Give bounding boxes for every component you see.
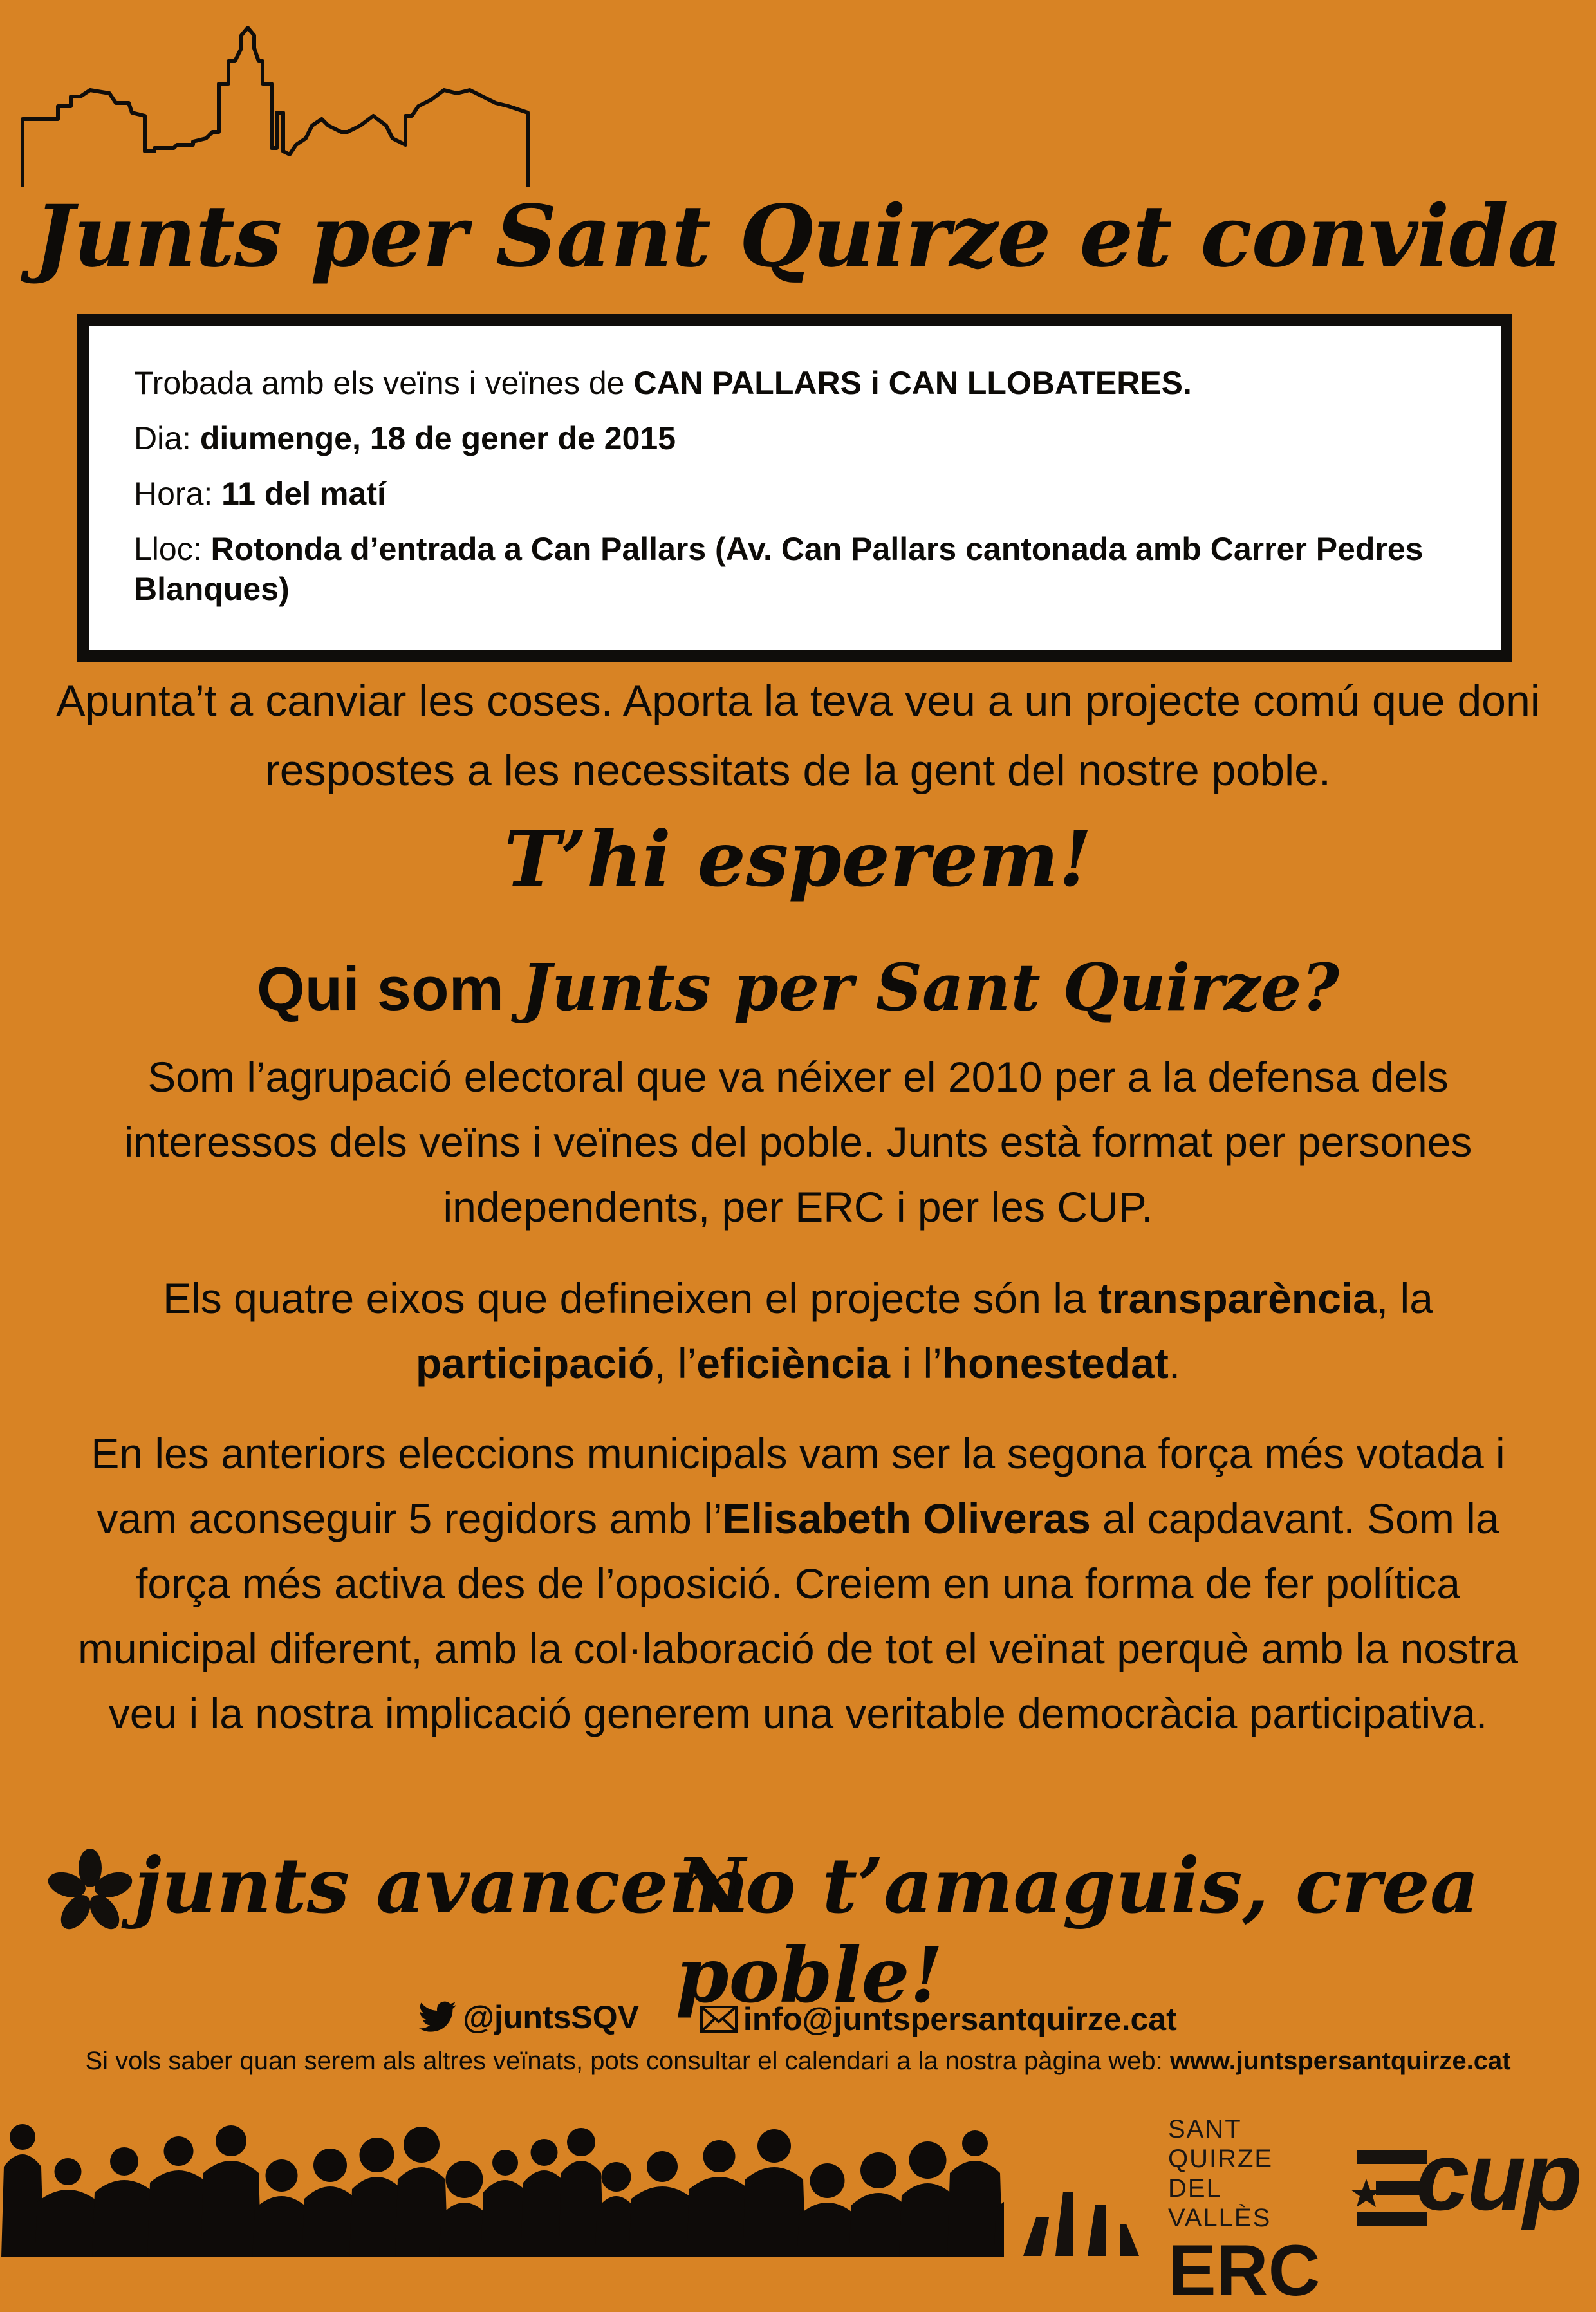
p2-text-a: Els quatre eixos que defineixen el projecte són la	[163, 1274, 1098, 1322]
envelope-icon	[700, 2005, 738, 2033]
event-time	[134, 474, 1456, 514]
website-link[interactable]: www.juntspersantquirze.cat	[1169, 2047, 1511, 2075]
event-place	[134, 529, 1456, 609]
event-time-value: 11 del matí	[221, 476, 386, 512]
event-audience-neighbourhoods: CAN PALLARS i CAN LLOBATERES.	[633, 365, 1192, 401]
event-day-value: diumenge, 18 de gener de 2015	[200, 420, 676, 456]
event-day	[134, 418, 1456, 458]
flower-logo-icon	[45, 1847, 135, 1937]
p3-text-c: al capdavant. Som la força més activa des de l’oposició. Creiem en una forma de fer política municipal diferent, amb la col·laboració de tot el veïnat perquè amb la nostra veu i la nostra implicació generem una veritable democràcia participativa.	[78, 1495, 1518, 1737]
erc-town-line-1: SANT QUIRZE	[1168, 2115, 1274, 2173]
footer-note	[0, 2047, 1596, 2076]
cup-name: cup	[1416, 2122, 1580, 2230]
who-title-plain: Qui som	[256, 955, 521, 1023]
event-time-label: Hora:	[134, 476, 222, 512]
event-place-label: Lloc:	[134, 531, 211, 567]
erc-name: ERC	[1168, 2230, 1321, 2311]
twitter-handle-text: @juntsSQV	[463, 1999, 640, 2035]
town-skyline-outline-icon	[19, 23, 547, 190]
event-day-label: Dia:	[134, 420, 200, 456]
email-address[interactable]	[700, 2000, 1177, 2038]
event-info-box	[77, 314, 1512, 662]
erc-town-line-2: DEL VALLÈS	[1168, 2174, 1272, 2232]
tagline: T’hi esperem!	[504, 814, 1092, 904]
crowd-silhouette-icon	[0, 2098, 1004, 2257]
p3-text-a: En les anteriors eleccions municipals vam ser la segona força més votada i vam aconseguir 5 regidors amb l’	[91, 1430, 1505, 1542]
p2-text-e: , l’	[654, 1339, 697, 1387]
who-paragraph-1: Som l’agrupació electoral que va néixer el 2010 per a la defensa dels interessos dels veïns i veïnes del poble. Junts està format per persones independents, per ERC i per les CUP.	[124, 1053, 1472, 1231]
p2-text-c: , la	[1376, 1274, 1433, 1322]
p2-transparency: transparència	[1097, 1274, 1377, 1322]
p2-text-g: i l’	[890, 1339, 942, 1387]
footer-note-text: Si vols saber quan serem als altres veïnats, pots consultar el calendari a la nostra pàgina web:	[85, 2047, 1170, 2075]
p2-text-i: .	[1168, 1339, 1181, 1387]
who-title-script: Junts per Sant Quirze?	[521, 949, 1339, 1025]
erc-bars-icon	[1023, 2179, 1152, 2256]
erc-town-name	[1168, 2114, 1326, 2233]
event-place-value: Rotonda d’entrada a Can Pallars (Av. Can Pallars cantonada amb Carrer Pedres Blanques)	[134, 531, 1424, 607]
who-title	[0, 949, 1596, 1025]
twitter-handle[interactable]	[419, 1999, 639, 2036]
who-paragraph-2	[64, 1266, 1532, 1396]
event-audience-label: Trobada amb els veïns i veïnes de	[134, 365, 634, 401]
headline: Junts per Sant Quirze et convida	[33, 187, 1563, 286]
erc-logo	[1023, 2114, 1326, 2312]
p3-leader-name: Elisabeth Oliveras	[722, 1495, 1091, 1542]
contact-row	[0, 1999, 1596, 2041]
slogan-crea-poble: No t’amaguis, crea poble!	[676, 1841, 1480, 2020]
who-paragraph-3	[64, 1421, 1532, 1746]
event-audience	[134, 363, 1456, 403]
slogan-junts-avancem: junts avancem	[134, 1841, 749, 1930]
intro-text: Apunta’t a canviar les coses. Aporta la teva veu a un projecte comú que doni respostes a les necessitats de la gent del nostre poble.	[56, 676, 1540, 795]
twitter-bird-icon	[419, 2001, 458, 2033]
p2-participation: participació	[415, 1339, 654, 1387]
p2-honesty: honestedat	[942, 1339, 1169, 1387]
p2-efficiency: eficiència	[696, 1339, 891, 1387]
email-address-text: info@juntspersantquirze.cat	[743, 2001, 1177, 2037]
